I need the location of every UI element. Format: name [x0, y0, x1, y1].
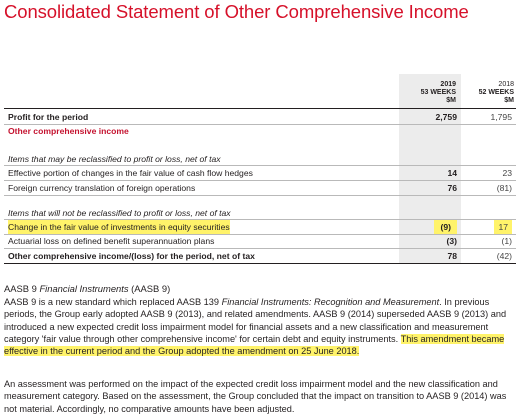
row-label: Effective portion of changes in the fair value of cash flow hedges [8, 168, 253, 178]
table-row-equity [4, 220, 516, 234]
row-label: Items that may be reclassified to profit or loss, net of tax [8, 154, 221, 164]
row-label: Items that will not be reclassified to profit or loss, net of tax [8, 208, 231, 218]
value-2018: (81) [496, 183, 512, 193]
value-2019-highlighted: (9) [434, 220, 457, 234]
note-text-highlighted: This amendment became effective in the current period and the Group adopted the amendment on 25 June 2018. [4, 333, 505, 357]
note-title [4, 283, 170, 294]
table-bottom-rule [4, 263, 516, 264]
value-2018: 23 [502, 168, 512, 178]
value-2019: 2,759 [435, 112, 457, 122]
value-2018: (42) [496, 251, 512, 261]
value-2018: (1) [501, 236, 512, 246]
column-unit: $M [446, 97, 456, 104]
table-top-rule [4, 108, 516, 109]
note-text: AASB 9 is a new standard which replaced AASB 139 [4, 297, 222, 307]
value-2019: 14 [447, 168, 457, 178]
page-title: Consolidated Statement of Other Comprehensive Income [4, 1, 469, 22]
table-row-nonreclass-heading [4, 206, 516, 220]
row-label: Other comprehensive income/(loss) for the period, net of tax [8, 251, 255, 261]
table-row-cash-flow [4, 166, 516, 180]
value-2019: (3) [446, 236, 457, 246]
row-label-highlighted: Change in the fair value of investments in equity securities [8, 222, 230, 232]
table-row-oci-heading [4, 124, 516, 138]
value-2018-highlighted: 17 [494, 220, 512, 234]
note-text-italic: Financial Instruments: Recognition and Measurement [221, 297, 440, 307]
column-year: 2019 [440, 81, 456, 88]
note-paragraph-2: An assessment was performed on the impact of the expected credit loss impairment model and the new classification and measurement category. Based on the assessment, the Group concluded that the impact on transition to AASB 9 (2014) was not material. Accordingly, no comparative amounts have been adjusted. [4, 379, 507, 414]
table-row-reclass-heading [4, 152, 516, 166]
value-2018: 1,795 [490, 112, 512, 122]
value-2019: 78 [447, 251, 457, 261]
note-text: . In previous periods, the Group early adopted AASB 9 (2013), and related amendments. AASB 9 (2014) superseded AASB 9 (2013) and introduced a new expected credit loss impairment model for financial assets and a new classification and measurement category 'fair value through other comprehensive income' for certain debt and equity instruments. [4, 297, 507, 344]
column-weeks: 53 WEEKS [420, 89, 456, 96]
table-row-actuarial [4, 234, 516, 248]
column-header-2019 [406, 81, 456, 105]
note-title-prefix: AASB 9 [4, 283, 40, 294]
table-row-total [4, 249, 516, 263]
note-paragraph-1 [4, 296, 516, 357]
row-label: Other comprehensive income [8, 126, 129, 136]
table-row-profit [4, 110, 516, 124]
column-header-2018 [468, 81, 514, 105]
row-label: Foreign currency translation of foreign operations [8, 183, 196, 193]
row-label: Actuarial loss on defined benefit superannuation plans [8, 236, 215, 246]
value-2019: 76 [447, 183, 457, 193]
note-title-suffix: (AASB 9) [128, 283, 171, 294]
table-row-fx [4, 181, 516, 195]
column-unit: $M [504, 97, 514, 104]
column-year: 2018 [498, 81, 514, 88]
column-weeks: 52 WEEKS [478, 89, 514, 96]
row-label: Profit for the period [8, 112, 89, 122]
note-title-italic: Financial Instruments [39, 283, 129, 294]
row-divider [4, 195, 516, 196]
